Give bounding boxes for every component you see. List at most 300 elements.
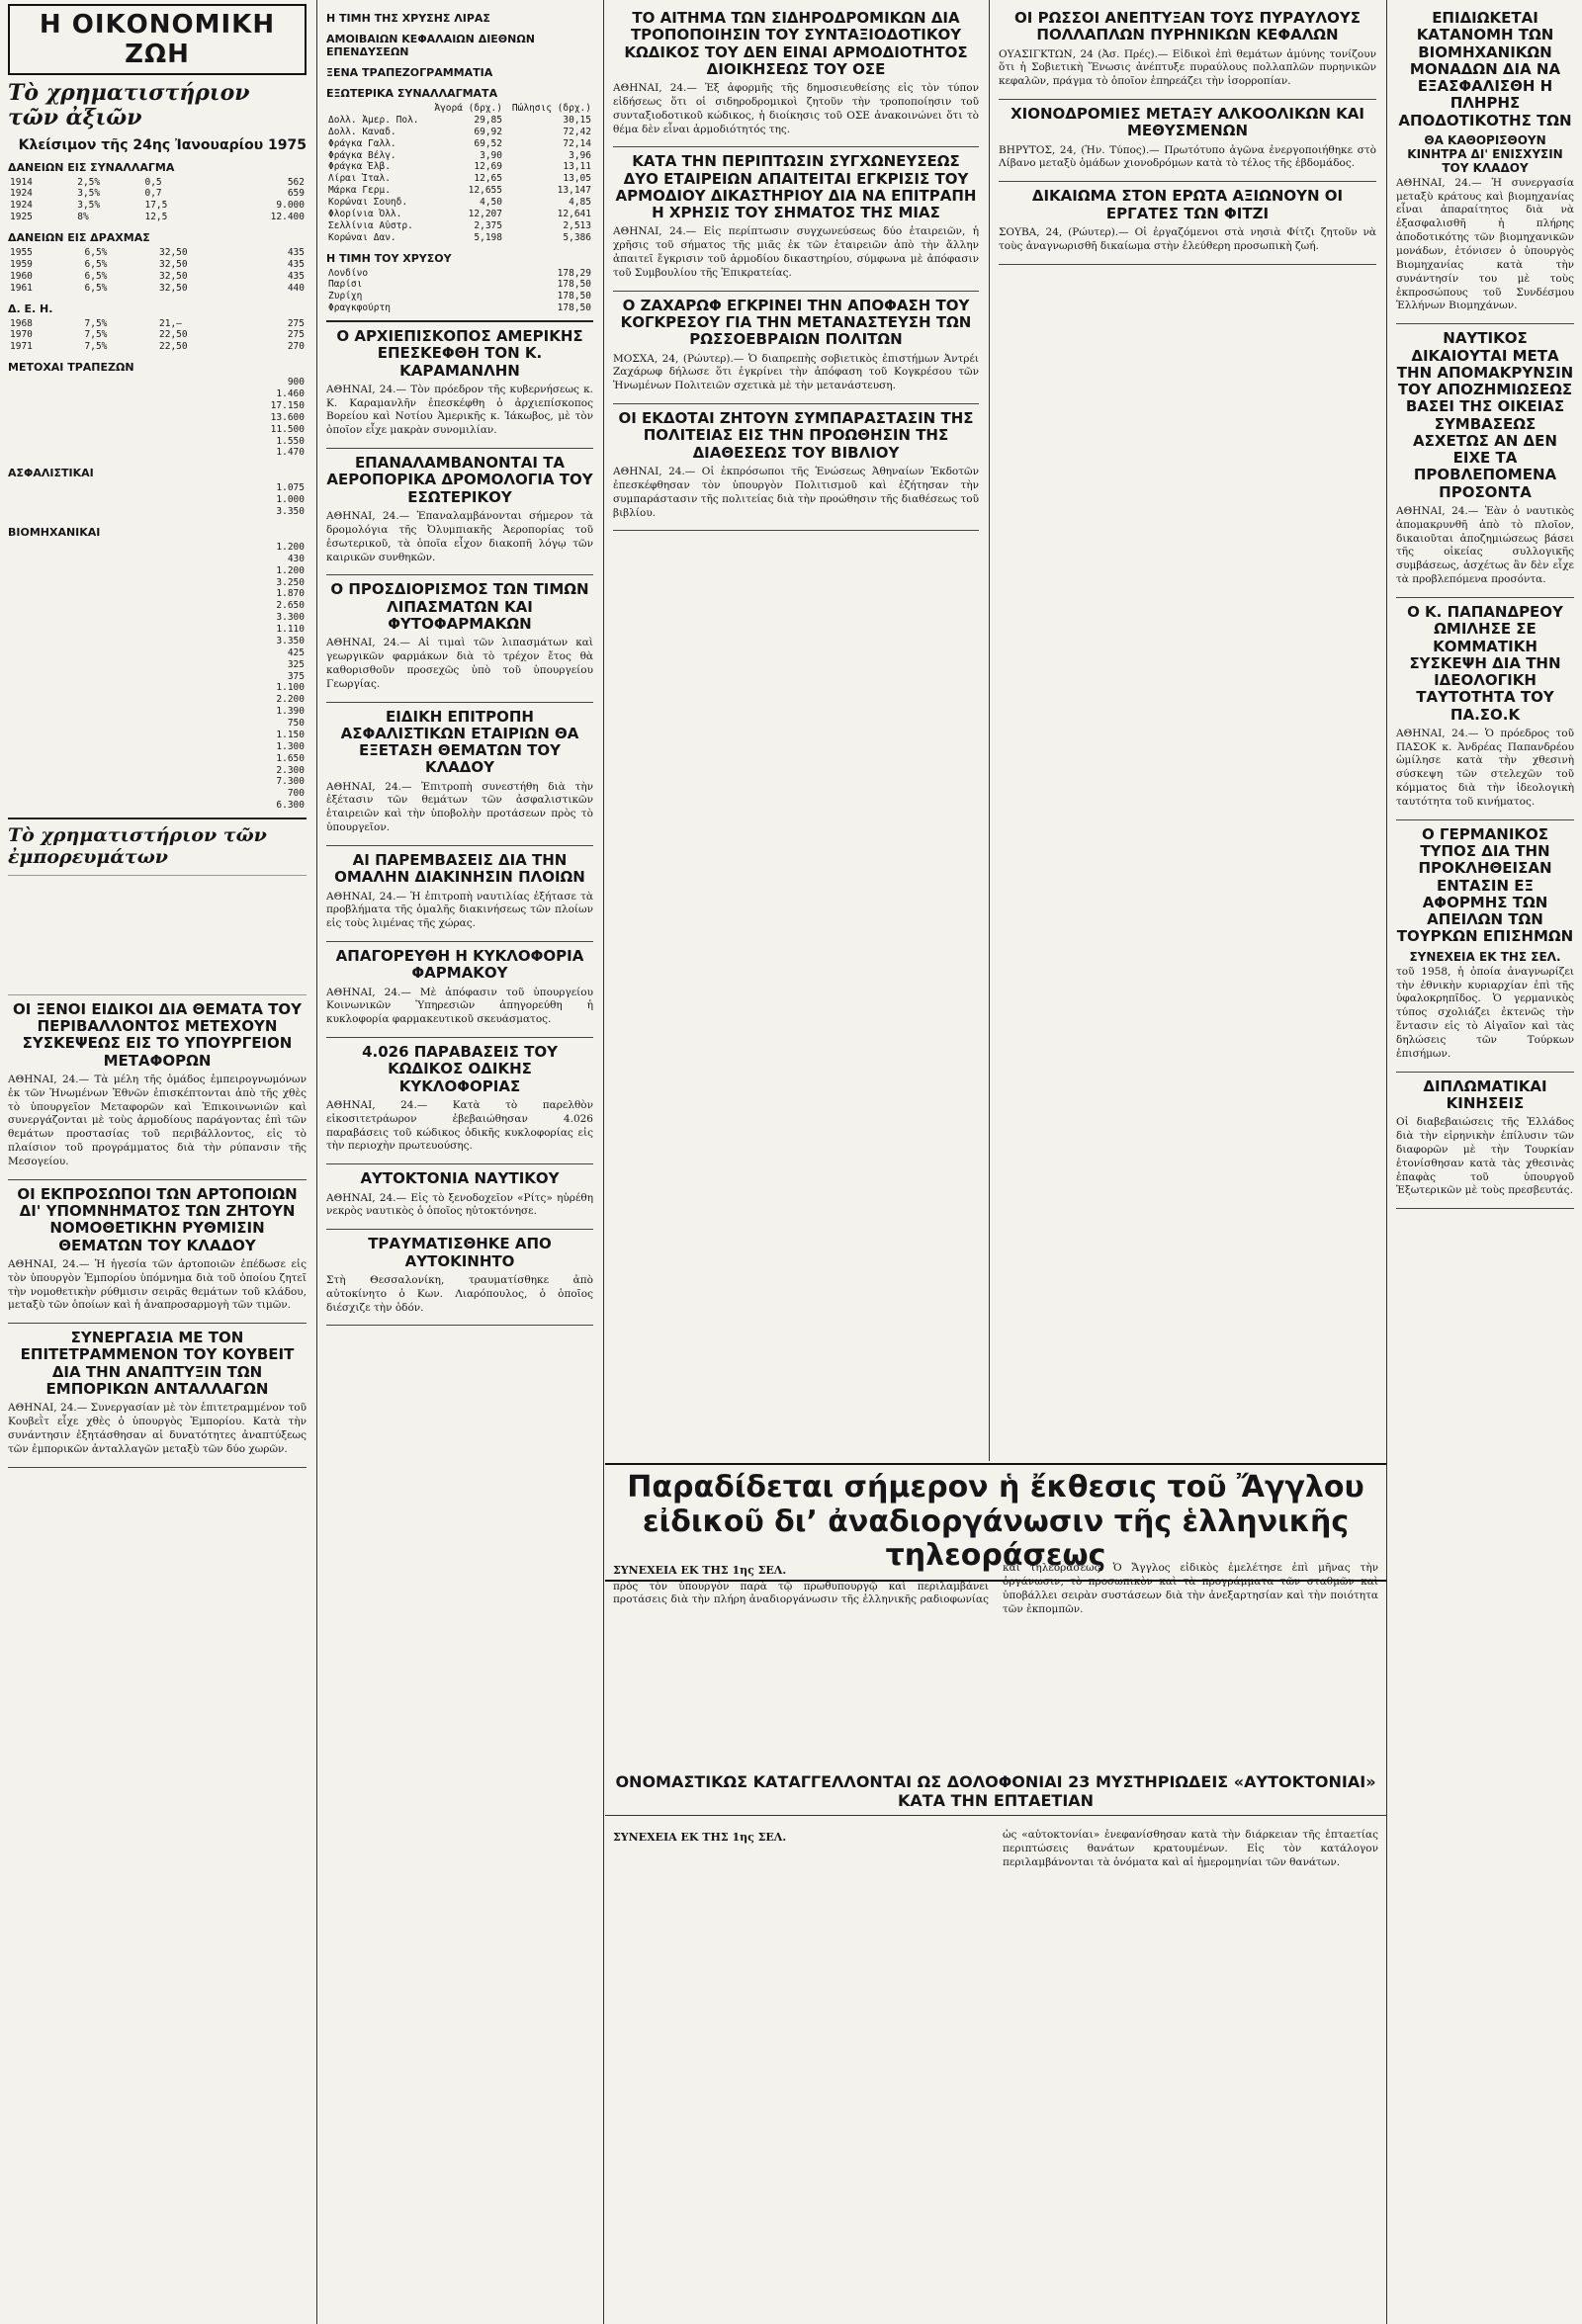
fx-cell: 13,147 <box>557 185 591 197</box>
article-text: ΑΘΗΝΑΙ, 24.— Τὸν πρόεδρον τῆς κυβερνήσεως κ. Κ. Καραμανλῆν ἐπεσκέφθη ὁ ἀρχιεπίσκοπος Βορείου καὶ Νοτίου Ἀμερικῆς κ. Ἰάκωβος, μὲ τὸν ὁποῖον εἶχε μακρὰν συνομιλίαν. <box>326 383 593 437</box>
stock-cell: 900 <box>287 377 305 388</box>
stock-row <box>8 554 307 565</box>
article <box>613 298 979 393</box>
column-5 <box>1388 0 1582 2324</box>
stock-row <box>8 259 307 271</box>
stock-cell: 430 <box>287 553 305 564</box>
article-text: ΑΘΗΝΑΙ, 24.— Μὲ ἀπόφασιν τοῦ ὑπουργείου Κοινωνικῶν Ὑπηρεσιῶν ἀπηγορεύθη ἡ κυκλοφορία φαρμακευτικοῦ σκευάσματος. <box>326 986 593 1026</box>
article-headline: Ο ΖΑΧΑΡΩΦ ΕΓΚΡΙΝΕΙ ΤΗΝ ΑΠΟΦΑΣΗ ΤΟΥ ΚΟΓΚΡΕΣΟΥ ΓΙΑ ΤΗΝ ΜΕΤΑΝΑΣΤΕΥΣΗ ΤΩΝ ΡΩΣΣΟΕΒΡΑΙΩΝ ΠΟΛΙΤΩΝ <box>620 296 972 349</box>
stock-cell <box>61 577 88 589</box>
article-headline: Ο ΠΡΟΣΔΙΟΡΙΣΜΟΣ ΤΩΝ ΤΙΜΩΝ ΛΙΠΑΣΜΑΤΩΝ ΚΑΙ ΦΥΤΟΦΑΡΜΑΚΩΝ <box>330 580 589 633</box>
article <box>613 10 979 136</box>
stock-table <box>8 482 307 518</box>
stock-cell: 12.400 <box>270 212 305 223</box>
stock-cell <box>35 565 61 577</box>
stock-row <box>8 730 307 741</box>
fx-cell: Κορώναι Δαν. <box>328 231 396 243</box>
article-text: ΑΘΗΝΑΙ, 24.— Ἐξ ἀφορμῆς τῆς δημοσιευθείσης εἰς τὸν τύπον εἰδήσεως ὅτι οἱ σιδηροδρομικοὶ ζητοῦν τὴν τροποποίησιν τοῦ συνταξιοδοτικοῦ κώδικος, ἡ διοίκησις τοῦ ΟΣΕ ἀνακοινώνει ὅτι τὸ θέμα δὲν εἶναι ἁρμοδιότητός της. <box>613 82 979 135</box>
stock-row <box>8 659 307 671</box>
fx-cell: 69,52 <box>474 137 502 149</box>
stock-row <box>8 436 307 448</box>
fx-cell: 72,14 <box>563 137 591 149</box>
stock-cell: 750 <box>287 718 305 730</box>
column-1 <box>0 0 314 2324</box>
stock-cell <box>35 612 61 624</box>
fx-cell: 12,655 <box>468 185 502 197</box>
stock-row <box>8 377 307 388</box>
article-text: ΑΘΗΝΑΙ, 24.— Αἱ τιμαὶ τῶν λιπασμάτων καὶ γεωργικῶν φαρμάκων διὰ τὸ τρέχον ἔτος θὰ καθορισθοῦν προσεχῶς ὑπὸ τοῦ ὑπουργείου Γεωργίας. <box>326 637 593 690</box>
fx-row <box>326 127 593 138</box>
masthead: Η ΟΙΚΟΝΟΜΙΚΗ ΖΩΗ <box>8 4 307 75</box>
col3-articles <box>613 10 979 531</box>
stock-cell: 7,5% <box>84 329 108 341</box>
stock-cell: 1968 <box>10 317 33 329</box>
stock-cell <box>61 671 88 683</box>
fx-table <box>326 103 593 244</box>
article-headline: Ο ΓΕΡΜΑΝΙΚΟΣ ΤΥΠΟΣ ΔΙΑ ΤΗΝ ΠΡΟΚΛΗΘΕΙΣΑΝ ΕΝΤΑΣΙΝ ΕΞ ΑΦΟΡΜΗΣ ΤΩΝ ΑΠΕΙΛΩΝ ΤΩΝ ΤΟΥΡΚΩΝ ΕΠΙΣΗΜΩΝ <box>1396 824 1574 946</box>
stock-row <box>8 588 307 600</box>
gold-cell: Λονδίνο <box>328 267 369 279</box>
stock-cell: 1.200 <box>276 541 305 553</box>
article-headline: ΣΥΝΕΡΓΑΣΙΑ ΜΕ ΤΟΝ ΕΠΙΤΕΤΡΑΜΜΕΝΟΝ ΤΟΥ ΚΟΥΒΕΙΤ ΔΙΑ ΤΗΝ ΑΝΑΠΤΥΞΙΝ ΤΩΝ ΕΜΠΟΡΙΚΩΝ ΑΝΤΑΛΛΑΓΩΝ <box>20 1329 295 1398</box>
article-text: ΑΘΗΝΑΙ, 24.— Κατὰ τὸ παρελθὸν εἰκοσιτετράωρον ἐβεβαιώθησαν 4.026 παραβάσεις τοῦ κώδικος ὁδικῆς κυκλοφορίας εἰς τὴν περιοχὴν πρωτευούσης. <box>326 1098 593 1153</box>
stock-cell: 1.200 <box>276 564 305 576</box>
stock-section-title: ΜΕΤΟΧΑΙ ΤΡΑΠΕΖΩΝ <box>8 361 134 375</box>
stock-cell: 6,5% <box>84 282 108 294</box>
article-headline: ΔΙΚΑΙΩΜΑ ΣΤΟΝ ΕΡΩΤΑ ΑΞΙΩΝΟΥΝ ΟΙ ΕΡΓΑΤΕΣ ΤΩΝ ΦΙΤΖΙ <box>1031 187 1344 222</box>
stock-row <box>8 718 307 730</box>
article-headline: ΟΙ ΕΚΠΡΟΣΩΠΟΙ ΤΩΝ ΑΡΤΟΠΟΙΩΝ ΔΙ' ΥΠΟΜΝΗΜΑΤΟΣ ΤΩΝ ΖΗΤΟΥΝ ΝΟΜΟΘΕΤΙΚΗΝ ΡΥΘΜΙΣΙΝ ΘΕΜΑΤΩΝ ΤΟΥ ΚΛΑΔΟΥ <box>17 1184 298 1254</box>
fx-cell: 13,05 <box>563 173 591 185</box>
stock-cell <box>8 730 35 741</box>
article-headline: ΕΠΙΔΙΩΚΕΤΑΙ ΚΑΤΑΝΟΜΗ ΤΩΝ ΒΙΟΜΗΧΑΝΙΚΩΝ ΜΟΝΑΔΩΝ ΔΙΑ ΝΑ ΕΞΑΣΦΑΛΙΣΘΗ Η ΠΛΗΡΗΣ ΑΠΟΔΟΤΙΚΟΤΗΣ ΤΩΝ <box>1398 9 1572 129</box>
mutual-funds-section: ΑΜΟΙΒΑΙΩΝ ΚΕΦΑΛΑΙΩΝ ΔΙΕΘΝΩΝ ΕΠΕΝΔΥΣΕΩΝ <box>326 33 535 58</box>
stock-cell <box>61 765 88 777</box>
banknotes-section: ΞΕΝΑ ΤΡΑΠΕΖΟΓΡΑΜΜΑΤΙΑ <box>326 66 493 79</box>
stock-cell: 1955 <box>10 247 33 259</box>
stock-row <box>8 482 307 494</box>
murders-text: ὡς «αὐτοκτονίαι» ἐνεφανίσθησαν κατὰ τὴν διάρκειαν τῆς ἑπταετίας περιπτώσεις θανάτων κρατουμένων. Εἰς τὸν κατάλογον περιλαμβάνονται τὰ ὀνόματα καὶ αἱ ἡμερομηνίαι τῶν θανάτων. <box>1003 1829 1378 1868</box>
article-text: ΑΘΗΝΑΙ, 24.— Συνεργασίαν μὲ τὸν ἐπιτετραμμένον τοῦ Κουβεῒτ εἶχε χθὲς ὁ ὑπουργὸς Ἐμπορίου. Κατὰ τὴν συνάντησιν ἐξητάσθησαν αἱ δυνατότητες ἀναπτύξεως τῶν ἐμπορικῶν ἀνταλλαγῶν μεταξὺ τῶν δύο χωρῶν. <box>8 1402 307 1455</box>
article-headline: ΝΑΥΤΙΚΟΣ ΔΙΚΑΙΟΥΤΑΙ ΜΕΤΑ ΤΗΝ ΑΠΟΜΑΚΡΥΝΣΙΝ ΤΟΥ ΑΠΟΖΗΜΙΩΣΕΩΣ ΒΑΣΕΙ ΤΗΣ ΟΙΚΕΙΑΣ ΣΥΜΒΑΣΕΩΣ ΑΣΧΕΤΩΣ ΑΝ ΔΕΝ ΕΙΧΕ ΤΑ ΠΡΟΒΛΕΠΟΜΕΝΑ ΠΡΟΣΟΝΤΑ <box>1396 329 1574 501</box>
stock-cell: 3,5% <box>77 200 101 212</box>
stock-cell <box>8 412 32 424</box>
stock-cell: 6,5% <box>84 247 108 259</box>
article-headline: 4.026 ΠΑΡΑΒΑΣΕΙΣ ΤΟΥ ΚΩΔΙΚΟΣ ΟΔΙΚΗΣ ΚΥΚΛΟΦΟΡΙΑΣ <box>362 1043 558 1095</box>
article-headline: ΟΙ ΞΕΝΟΙ ΕΙΔΙΚΟΙ ΔΙΑ ΘΕΜΑΤΑ ΤΟΥ ΠΕΡΙΒΑΛΛΟΝΤΟΣ ΜΕΤΕΧΟΥΝ ΣΥΣΚΕΨΕΩΣ ΕΙΣ ΤΟ ΥΠΟΥΡΓΕΙΟΝ ΜΕΤΑΦΟΡΩΝ <box>12 999 303 1070</box>
fx-cell: 4,50 <box>480 197 502 208</box>
stock-row <box>8 341 307 353</box>
fx-cell: 72,42 <box>563 126 591 137</box>
stock-cell <box>61 482 88 494</box>
commodities-placeholder <box>8 875 307 995</box>
article <box>8 1330 307 1456</box>
stock-row <box>8 741 307 753</box>
stock-cell <box>8 636 35 647</box>
stock-cell <box>55 400 79 412</box>
stock-cell: 1970 <box>10 329 33 341</box>
stock-row <box>8 188 307 200</box>
stock-cell: 11.500 <box>270 423 305 435</box>
fx-row <box>326 138 593 150</box>
fx-cell: 2,375 <box>474 219 502 231</box>
gold-table <box>326 268 593 315</box>
stock-cell: 440 <box>287 282 305 294</box>
stock-cell: 6.300 <box>276 800 305 812</box>
murders-body <box>605 1829 1386 2318</box>
stock-cell <box>61 565 88 577</box>
stock-cell: 275 <box>287 329 305 341</box>
stock-cell: 21,— <box>159 317 182 329</box>
stock-cell <box>61 753 88 765</box>
murders-continued: ΣΥΝΕΧΕΙΑ ΕΚ ΤΗΣ 1ης ΣΕΛ. <box>613 1831 787 1844</box>
stock-section-title: ΔΑΝΕΙΩΝ ΕΙΣ ΔΡΑΧΜΑΣ <box>8 231 150 245</box>
stock-cell <box>61 682 88 694</box>
article-text: ΜΟΣΧΑ, 24, (Ρώυτερ).— Ὁ διαπρεπὴς σοβιετικὸς ἐπιστήμων Ἀντρέι Ζαχάρωφ δήλωσε ὅτι ἐγκρίνει τὴν ἀπόφαση τοῦ Κογκρέσου τῶν Ἡνωμένων Πολιτειῶν σχετικὰ μὲ τὴν μετανάστευση. <box>613 352 979 392</box>
stock-cell <box>35 482 61 494</box>
article-text: Στὴ Θεσσαλονίκη, τραυματίσθηκε ἀπὸ αὐτοκίνητο ὁ Κων. Λιαρόπουλος, ὁ ὁποῖος διέσχιζε τὴν ὁδόν. <box>326 1273 593 1314</box>
stock-cell <box>61 600 88 612</box>
stock-cell <box>32 400 55 412</box>
fx-cell: 69,92 <box>474 126 502 137</box>
stock-cell <box>55 424 79 436</box>
stock-row <box>8 600 307 612</box>
stock-cell <box>8 494 35 506</box>
stock-cell: 7,5% <box>84 341 108 353</box>
fx-row <box>326 173 593 185</box>
stock-cell: 1.075 <box>276 482 305 494</box>
stock-cell <box>35 718 61 730</box>
article-subheadline: ΘΑ ΚΑΘΟΡΙΣΘΟΥΝ ΚΙΝΗΤΡΑ ΔΙ' ΕΝΙΣΧΥΣΙΝ ΤΟΥ ΚΛΑΔΟΥ <box>1407 132 1563 175</box>
article <box>1396 330 1574 587</box>
stock-cell: 6,5% <box>84 258 108 270</box>
stock-cell <box>8 600 35 612</box>
stock-cell <box>35 730 61 741</box>
fx-cell: 12,69 <box>474 161 502 173</box>
stock-cell: 22,50 <box>159 329 188 341</box>
stocks-closing-date: Κλείσιμον τῆς 24ης Ἰανουαρίου 1975 <box>18 136 307 153</box>
stock-row <box>8 577 307 589</box>
stock-cell: 3.300 <box>276 612 305 624</box>
stock-cell: 22,50 <box>159 341 188 353</box>
gold-cell: Παρίσι <box>328 279 363 291</box>
fx-cell: 3,96 <box>569 149 591 161</box>
stock-cell <box>61 694 88 706</box>
stock-cell <box>8 577 35 589</box>
stock-cell: 1.460 <box>276 388 305 400</box>
fx-row <box>326 150 593 162</box>
stock-cell <box>8 400 32 412</box>
stock-cell: 3.250 <box>276 576 305 588</box>
stock-cell <box>35 741 61 753</box>
stock-cell <box>8 753 35 765</box>
col2-tables <box>326 12 593 314</box>
fx-cell: 12,207 <box>468 208 502 219</box>
stock-cell <box>8 612 35 624</box>
article <box>326 709 593 835</box>
stock-cell <box>35 765 61 777</box>
stock-row <box>8 612 307 624</box>
stock-row <box>8 494 307 506</box>
stock-section-title: ΒΙΟΜΗΧΑΝΙΚΑΙ <box>8 525 101 539</box>
stock-cell: 435 <box>287 247 305 259</box>
stock-cell <box>8 588 35 600</box>
col5-articles <box>1396 10 1574 1209</box>
fx-header-sell: Πώλησις (δρχ.) <box>511 103 591 114</box>
tv-report-headline: Παραδίδεται σήμερον ἡ ἔκθεσις τοῦ Ἄγγλου εἰδικοῦ διʼ ἀναδιοργάνωσιν τῆς ἑλληνικῆς τηλεοράσεως <box>627 1470 1364 1573</box>
stock-cell <box>35 706 61 718</box>
fx-cell: 4,85 <box>569 197 591 208</box>
fx-cell: Λίραι Ἰταλ. <box>328 173 391 185</box>
gold-row <box>326 291 593 302</box>
stock-cell <box>8 800 35 812</box>
article-headline: ΚΑΤΑ ΤΗΝ ΠΕΡΙΠΤΩΣΙΝ ΣΥΓΧΩΝΕΥΣΕΩΣ ΔΥΟ ΕΤΑΙΡΕΙΩΝ ΑΠΑΙΤΕΙΤΑΙ ΕΓΚΡΙΣΙΣ ΤΟΥ ΑΡΜΟΔΙΟΥ ΔΙΚΑΣΤΗΡΙΟΥ ΔΙΑ ΝΑ ΕΠΙΤΡΑΠΗ Η ΧΡΗΣΙΣ ΤΟΥ ΣΗΜΑΤΟΣ ΤΗΣ ΜΙΑΣ <box>615 152 977 222</box>
fx-cell: Κορώναι Σουηδ. <box>328 197 408 208</box>
stock-cell <box>35 554 61 565</box>
stock-cell: 17.150 <box>270 399 305 411</box>
stock-cell: 1.100 <box>276 682 305 694</box>
article <box>8 1001 307 1169</box>
stock-row <box>8 200 307 212</box>
column-2 <box>318 0 601 2324</box>
fx-row <box>326 220 593 232</box>
gold-cell: Ζυρίχη <box>328 291 363 302</box>
article-headline: Ο ΑΡΧΙΕΠΙΣΚΟΠΟΣ ΑΜΕΡΙΚΗΣ ΕΠΕΣΚΕΦΘΗ ΤΟΝ Κ. ΚΑΡΑΜΑΝΛΗΝ <box>336 327 583 380</box>
stock-cell: 1925 <box>10 212 33 223</box>
stock-cell <box>61 741 88 753</box>
stock-cell: 1.870 <box>276 588 305 600</box>
stock-cell: 1.650 <box>276 752 305 764</box>
stock-cell: 3.350 <box>276 506 305 518</box>
stock-cell <box>55 388 79 400</box>
stock-cell: 375 <box>287 670 305 682</box>
stock-cell <box>61 554 88 565</box>
article-text: Οἱ διαβεβαιώσεις τῆς Ἑλλάδος διὰ τὴν εἰρηνικὴν ἐπίλυσιν τῶν διαφορῶν μὲ τὴν Τουρκίαν ἐτονίσθησαν κατὰ τὰς χθεσινὰς ἐπαφὰς τοῦ ὑπουργοῦ Ἐξωτερικῶν μὲ τοὺς πρεσβευτάς. <box>1396 1116 1574 1197</box>
stock-cell <box>35 600 61 612</box>
article-text: ΑΘΗΝΑΙ, 24.— Ὁ πρόεδρος τοῦ ΠΑΣΟΚ κ. Ἀνδρέας Παπανδρέου ὡμίλησε κατὰ τὴν χθεσινὴ σύσκεψη τῶν στελεχῶν τοῦ κόμματος διὰ τὴν ἰδεολογικὴ ταυτότητα τοῦ κινήματος. <box>1396 727 1574 809</box>
stock-row <box>8 647 307 659</box>
article-text: ΑΘΗΝΑΙ, 24.— Ἡ συνεργασία μεταξὺ κράτους καὶ βιομηχανίας εἶναι ἀπαραίτητος διὰ νὰ ἐξασφαλισθῆ ἡ πλήρης ἀποδοτικότης τῶν βιομηχανικῶν μονάδων, ἐτόνισεν ὁ ὑπουργὸς Βιομηχανίας κατὰ τὴν συνάντησίν του μὲ τοὺς ἐκπροσώπους τοῦ Συνδέσμου Ἑλλήνων Βιομηχάνων. <box>1396 176 1574 312</box>
stock-cell: 0,7 <box>144 188 162 200</box>
article-headline: ΧΙΟΝΟΔΡΟΜΙΕΣ ΜΕΤΑΞΥ ΑΛΚΟΟΛΙΚΩΝ ΚΑΙ ΜΕΘΥΣΜΕΝΩΝ <box>1011 105 1364 140</box>
gold-cell: Φραγκφούρτη <box>328 302 391 314</box>
stock-cell <box>61 636 88 647</box>
article <box>999 188 1376 253</box>
stock-cell <box>35 671 61 683</box>
fx-cell: 12,641 <box>557 208 591 219</box>
article-headline: ΑΠΑΓΟΡΕΥΘΗ Η ΚΥΚΛΟΦΟΡΙΑ ΦΑΡΜΑΚΟΥ <box>335 947 584 983</box>
stock-cell <box>8 788 35 800</box>
article-text: ΒΗΡΥΤΟΣ, 24, (Ἡν. Τύπος).— Πρωτότυπο ἀγῶνα ἐνεργοποιήθηκε στὸ Λίβανο μεταξὺ ὁμάδων χιονοδρόμων κατὰ τὸ τέλος τῆς ἑβδομάδος. <box>999 143 1376 170</box>
stock-cell <box>61 624 88 636</box>
fx-row <box>326 115 593 127</box>
stock-cell: 32,50 <box>159 270 188 282</box>
article <box>326 852 593 931</box>
article-text: ΑΘΗΝΑΙ, 24.— Ἡ ἡγεσία τῶν ἀρτοποιῶν ἐπέδωσε εἰς τὸν ὑπουργὸν Ἐμπορίου ὑπόμνημα διὰ τοῦ ὁποίου ζητεῖ τὴν νομοθετικὴν ρύθμισιν σειρᾶς θεμάτων τοῦ κλάδου, μεταξὺ τῶν ὁποίων καὶ ἡ ἀναπροσαρμογὴ τῶν τιμῶν. <box>8 1257 307 1312</box>
stock-cell <box>35 588 61 600</box>
stock-cell: 2.650 <box>276 600 305 612</box>
stock-table <box>8 542 307 812</box>
stock-cell: 3,5% <box>77 188 101 200</box>
stock-row <box>8 400 307 412</box>
stock-cell <box>8 682 35 694</box>
fx-cell: Μάρκα Γερμ. <box>328 185 391 197</box>
article-headline: ΕΙΔΙΚΗ ΕΠΙΤΡΟΠΗ ΑΣΦΑΛΙΣΤΙΚΩΝ ΕΤΑΙΡΙΩΝ ΘΑ ΕΞΕΤΑΣΗ ΘΕΜΑΤΩΝ ΤΟΥ ΚΛΑΔΟΥ <box>340 707 579 777</box>
stocks-title: Τὸ χρηματιστήριον τῶν ἀξιῶν <box>8 80 250 131</box>
stock-cell <box>8 447 32 459</box>
stock-cell <box>61 659 88 671</box>
stock-row <box>8 283 307 295</box>
stock-cell: 1.300 <box>276 740 305 752</box>
article <box>326 328 593 438</box>
gold-cell: 178,50 <box>557 279 591 291</box>
stock-cell: 1.000 <box>276 494 305 506</box>
stock-cell <box>8 377 32 388</box>
stock-cell: 2,5% <box>77 176 101 188</box>
stock-row <box>8 424 307 436</box>
article <box>999 106 1376 171</box>
stock-section-title: ΑΣΦΑΛΙΣΤΙΚΑΙ <box>8 467 94 480</box>
stock-cell <box>35 753 61 765</box>
article-headline: ΤΡΑΥΜΑΤΙΣΘΗΚΕ ΑΠΟ ΑΥΤΟΚΙΝΗΤΟ <box>368 1235 552 1270</box>
stock-cell <box>61 494 88 506</box>
stock-cell <box>8 436 32 448</box>
gold-pound-section: Η ΤΙΜΗ ΤΗΣ ΧΡΥΣΗΣ ΛΙΡΑΣ <box>326 12 490 25</box>
stock-cell <box>32 412 55 424</box>
stock-cell <box>61 506 88 518</box>
stock-cell <box>35 659 61 671</box>
fx-row <box>326 197 593 209</box>
stock-cell <box>35 542 61 554</box>
article <box>326 1236 593 1315</box>
stock-row <box>8 624 307 636</box>
stock-cell <box>35 682 61 694</box>
article <box>326 581 593 691</box>
commodities-title: Τὸ χρηματιστήριον τῶν ἐμπορευμάτων <box>8 824 267 868</box>
article <box>326 1044 593 1154</box>
stock-cell: 1959 <box>10 258 33 270</box>
stock-cell <box>32 447 55 459</box>
gold-row <box>326 302 593 314</box>
fx-row <box>326 161 593 173</box>
article <box>999 10 1376 89</box>
stock-table <box>8 177 307 224</box>
stock-cell: 1914 <box>10 176 33 188</box>
article <box>326 1170 593 1219</box>
stock-cell <box>8 554 35 565</box>
stock-row <box>8 388 307 400</box>
article-text: ΑΘΗΝΑΙ, 24.— Εἰς τὸ ξενοδοχεῖον «Ρίτς» ηὑρέθη νεκρὸς ναυτικὸς ὁ ὁποῖος ηὐτοκτόνησε. <box>326 1191 593 1218</box>
stock-cell: 1924 <box>10 188 33 200</box>
gold-cell: 178,29 <box>557 267 591 279</box>
stock-row <box>8 542 307 554</box>
stock-cell: 1.150 <box>276 729 305 740</box>
stock-cell <box>8 694 35 706</box>
stock-cell <box>8 741 35 753</box>
article-headline: ΔΙΠΛΩΜΑΤΙΚΑΙ ΚΙΝΗΣΕΙΣ <box>1423 1076 1547 1112</box>
article-text: ΑΘΗΝΑΙ, 24.— Εἰς περίπτωσιν συγχωνεύσεως δύο ἑταιρειῶν, ἡ χρῆσις τοῦ σήματος τῆς μιᾶς ἐκ τῶν ἑταιρειῶν ἀπὸ τὴν ἄλλην ἀπαιτεῖ ἔγκρισιν τοῦ ἁρμοδίου δικαστηρίου, σύμφωνα μὲ ἀπόφασιν τοῦ Συμβουλίου τῆς Ἐπικρατείας. <box>613 225 979 280</box>
stock-row <box>8 565 307 577</box>
article-text: ΑΘΗΝΑΙ, 24.— Ἐὰν ὁ ναυτικὸς ἀπομακρυνθῆ ἀπὸ τὸ πλοῖον, δικαιοῦται ἀποζημιώσεως βάσει τῆς οἰκείας συλλογικῆς συμβάσεως, ἀσχέτως ἂν δὲν εἶχε τὰ προβλεπόμενα προσόντα. <box>1396 504 1574 586</box>
stock-cell: 2.200 <box>276 694 305 706</box>
stock-cell: 12,5 <box>144 212 168 223</box>
stock-cell <box>61 706 88 718</box>
stock-cell <box>61 788 88 800</box>
stock-row <box>8 212 307 223</box>
stock-cell <box>35 647 61 659</box>
stock-cell <box>32 388 55 400</box>
stock-cell <box>8 388 32 400</box>
article-text: ΣΟΥΒΑ, 24, (Ρώυτερ).— Οἱ ἐργαζόμενοι στὰ νησιὰ Φίτζι ζητοῦν νὰ τοὺς ἀναγνωρισθῆ δικαίωμα στὴν ἐλεύθερη προσωπικὴ ζωή. <box>999 225 1376 252</box>
article <box>8 1186 307 1313</box>
stock-cell <box>55 412 79 424</box>
tv-report-body <box>605 1562 1386 1760</box>
stock-cell: 425 <box>287 646 305 658</box>
stock-table <box>8 377 307 459</box>
article <box>613 410 979 520</box>
stock-row <box>8 447 307 459</box>
stock-cell <box>8 482 35 494</box>
article-subheadline: ΣΥΝΕΧΕΙΑ ΕΚ ΤΗΣ ΣΕΛ. <box>1409 949 1561 964</box>
stock-cell: 1960 <box>10 270 33 282</box>
column-4 <box>991 0 1384 1461</box>
stock-cell: 1.110 <box>276 624 305 636</box>
stock-cell: 435 <box>287 258 305 270</box>
stock-cell: 17,5 <box>144 200 168 212</box>
article-headline: ΑΙ ΠΑΡΕΜΒΑΣΕΙΣ ΔΙΑ ΤΗΝ ΟΜΑΛΗΝ ΔΙΑΚΙΝΗΣΙΝ ΠΛΟΙΩΝ <box>334 851 585 887</box>
stock-cell <box>61 588 88 600</box>
tv-report-text: πρὸς τὸν ὑπουργὸν παρὰ τῷ πρωθυπουργῷ καὶ περιλαμβάνει προτάσεις διὰ τὴν πλήρη ἀναδιοργάνωσιν τῆς ἑλληνικῆς ραδιοφωνίας καὶ τηλεοράσεως. Ὁ Ἄγγλος εἰδικὸς ἐμελέτησε ἐπὶ μῆνας τὴν ὀργάνωσιν, τὸ προσωπικὸν καὶ τὰ προγράμματα τῶν σταθμῶν καὶ ὑποβάλλει σειρὰν συστάσεων διὰ τὴν ἀνεξαρτησίαν καὶ τὴν ποιότητα τῶν ἐκπομπῶν. <box>613 1562 1378 1615</box>
fx-cell: Δολλ. Ἀμερ. Πολ. <box>328 114 419 126</box>
stock-cell: 7.300 <box>276 776 305 788</box>
fx-row <box>326 232 593 244</box>
stock-cell <box>8 647 35 659</box>
fx-cell: 30,15 <box>563 114 591 126</box>
article-text: ΑΘΗΝΑΙ, 24.— Ἐπιτροπὴ συνεστήθη διὰ τὴν ἐξέτασιν τῶν θεμάτων τῶν ἀσφαλιστικῶν ἑταιρειῶν καὶ τὴν ὑποβολὴν προτάσεων πρὸς τὸ ὑπουργεῖον. <box>326 780 593 834</box>
fx-row <box>326 185 593 197</box>
article-headline: ΟΙ ΕΚΔΟΤΑΙ ΖΗΤΟΥΝ ΣΥΜΠΑΡΑΣΤΑΣΙΝ ΤΗΣ ΠΟΛΙΤΕΙΑΣ ΕΙΣ ΤΗΝ ΠΡΟΩΘΗΣΙΝ ΤΗΣ ΔΙΑΘΕΣΕΩΣ ΤΟΥ ΒΙΒΛΙΟΥ <box>618 409 974 462</box>
fx-cell: 29,85 <box>474 114 502 126</box>
stock-row <box>8 765 307 777</box>
stock-cell <box>55 377 79 388</box>
stock-cell <box>8 565 35 577</box>
stock-cell <box>35 577 61 589</box>
stock-cell: 7,5% <box>84 317 108 329</box>
stock-row <box>8 329 307 341</box>
stock-cell: 1924 <box>10 200 33 212</box>
article <box>613 153 979 280</box>
stock-cell: 435 <box>287 270 305 282</box>
stock-cell <box>32 424 55 436</box>
tv-report-continued: ΣΥΝΕΧΕΙΑ ΕΚ ΤΗΣ 1ης ΣΕΛ. <box>613 1564 787 1577</box>
stock-cell <box>55 447 79 459</box>
fx-cell: 3,90 <box>480 149 502 161</box>
stock-cell <box>35 636 61 647</box>
stock-row <box>8 694 307 706</box>
stock-table <box>8 247 307 295</box>
col1-articles <box>8 1001 307 1468</box>
fx-cell: 5,198 <box>474 231 502 243</box>
article <box>1396 826 1574 1062</box>
article-headline: ΑΥΤΟΚΤΟΝΙΑ ΝΑΥΤΙΚΟΥ <box>360 1169 560 1188</box>
stock-cell: 275 <box>287 317 305 329</box>
gold-row <box>326 279 593 291</box>
stock-cell: 3.350 <box>276 635 305 646</box>
stock-row <box>8 800 307 812</box>
gold-cell: 178,50 <box>557 302 591 314</box>
stock-cell <box>61 542 88 554</box>
article-text: ΑΘΗΝΑΙ, 24.— Ἐπαναλαμβάνονται σήμερον τὰ δρομολόγια τῆς Ὀλυμπιακῆς Ἀεροπορίας τοῦ ἐσωτερικοῦ, τὰ ὁποῖα εἶχον διακοπῆ λόγῳ τῶν καιρικῶν συνθηκῶν. <box>326 509 593 563</box>
